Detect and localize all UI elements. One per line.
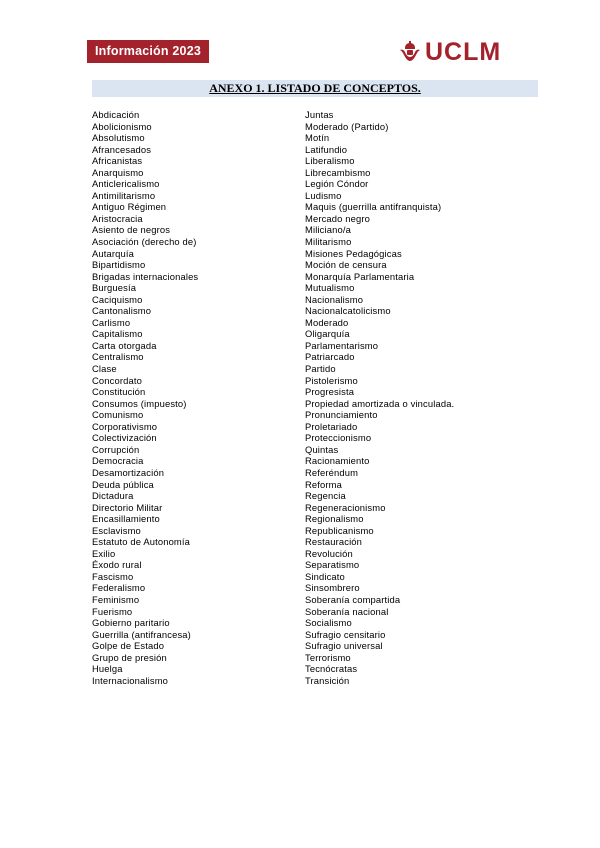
concept-item: Asiento de negros xyxy=(92,224,171,236)
concept-item: Anticlericalismo xyxy=(92,178,160,190)
concept-item: Feminismo xyxy=(92,593,140,605)
concept-item: Corporativismo xyxy=(92,420,158,432)
concept-item: Huelga xyxy=(92,663,123,675)
concept-item: Golpe de Estado xyxy=(92,640,165,652)
concept-item: Motín xyxy=(305,132,330,144)
concept-item: Latifundio xyxy=(305,143,348,155)
concept-item: Éxodo rural xyxy=(92,559,142,571)
concept-item: Esclavismo xyxy=(92,524,141,536)
concept-item: Africanistas xyxy=(92,155,143,167)
concept-item: Deuda pública xyxy=(92,478,154,490)
concept-item: Nacionalcatolicismo xyxy=(305,305,391,317)
concept-item: Maquis (guerrilla antifranquista) xyxy=(305,201,442,213)
uclm-logo xyxy=(398,38,501,66)
concept-item: Misiones Pedagógicas xyxy=(305,247,402,259)
concept-item: Regeneracionismo xyxy=(305,501,386,513)
concept-item: Carlismo xyxy=(92,316,131,328)
concept-item: Democracia xyxy=(92,455,144,467)
concept-item: Parlamentarismo xyxy=(305,339,379,351)
concept-item: Concordato xyxy=(92,374,142,386)
concept-item: Mercado negro xyxy=(305,212,371,224)
concept-item: Pronunciamiento xyxy=(305,409,378,421)
concept-item: Quintas xyxy=(305,443,339,455)
info-year-badge: Información 2023 xyxy=(87,40,209,63)
concept-item: Consumos (impuesto) xyxy=(92,397,187,409)
concept-item: Brigadas internacionales xyxy=(92,270,199,282)
concept-item: Juntas xyxy=(305,109,334,120)
concept-item: Antimilitarismo xyxy=(92,189,156,201)
concept-item: Terrorismo xyxy=(305,651,351,663)
concept-item: Constitución xyxy=(92,386,146,398)
concept-item: Encasillamiento xyxy=(92,513,160,525)
concept-item: Miliciano/a xyxy=(305,224,351,236)
concept-item: Guerrilla (antifrancesa) xyxy=(92,628,191,640)
concept-item: Partido xyxy=(305,363,336,375)
uclm-wordmark: UCLM xyxy=(425,38,502,66)
concept-item: Pistolerismo xyxy=(305,374,358,386)
concept-item: Monarquía Parlamentaria xyxy=(305,270,415,282)
concept-item: Separatismo xyxy=(305,559,360,571)
concept-item: Moderado xyxy=(305,316,349,328)
concept-item: Absolutismo xyxy=(92,132,145,144)
concept-item: Aristocracia xyxy=(92,212,143,224)
concept-item: Soberanía nacional xyxy=(305,605,389,617)
concept-item: Capitalismo xyxy=(92,328,143,340)
concept-item: Sufragio universal xyxy=(305,640,383,652)
concept-item: Proteccionismo xyxy=(305,432,372,444)
concept-item: Sufragio censitario xyxy=(305,628,386,640)
concept-item: Caciquismo xyxy=(92,293,143,305)
concept-item: Exilio xyxy=(92,547,116,559)
concept-item: Legión Cóndor xyxy=(305,178,369,190)
concept-item: Militarismo xyxy=(305,236,352,248)
concept-item: Comunismo xyxy=(92,409,144,421)
concept-item: Patriarcado xyxy=(305,351,355,363)
concept-item: Carta otorgada xyxy=(92,339,157,351)
concept-item: Moderado (Partido) xyxy=(305,120,389,132)
concept-item: Regencia xyxy=(305,490,346,502)
concept-item: Republicanismo xyxy=(305,524,374,536)
concept-item: Corrupción xyxy=(92,443,140,455)
concept-item: Moción de censura xyxy=(305,259,387,271)
concept-item: Estatuto de Autonomía xyxy=(92,536,191,548)
concept-item: Tecnócratas xyxy=(305,663,358,675)
concept-item: Restauración xyxy=(305,536,363,548)
concept-item: Gobierno paritario xyxy=(92,617,170,629)
concept-item: Sindicato xyxy=(305,570,345,582)
concept-item: Racionamiento xyxy=(305,455,370,467)
concept-item: Referéndum xyxy=(305,466,359,478)
concept-item: Grupo de presión xyxy=(92,651,167,663)
concept-item: Autarquía xyxy=(92,247,135,259)
annex-title: ANEXO 1. LISTADO DE CONCEPTOS. xyxy=(209,81,421,95)
concept-list-right xyxy=(305,109,454,686)
concept-item: Desamortización xyxy=(92,466,165,478)
concept-item: Internacionalismo xyxy=(92,674,169,686)
concept-item: Federalismo xyxy=(92,582,146,594)
concept-item: Mutualismo xyxy=(305,282,355,294)
concept-item: Fuerismo xyxy=(92,605,133,617)
annex-title-bar xyxy=(92,80,538,97)
concept-item: Abdicación xyxy=(92,109,140,120)
concept-list-left xyxy=(92,109,198,686)
concept-item: Reforma xyxy=(305,478,342,490)
concept-item: Afrancesados xyxy=(92,143,152,155)
uclm-crest-icon xyxy=(398,40,422,64)
concept-item: Cantonalismo xyxy=(92,305,152,317)
concept-item: Regionalismo xyxy=(305,513,364,525)
concept-item: Fascismo xyxy=(92,570,134,582)
concept-item: Ludismo xyxy=(305,189,342,201)
concept-item: Dictadura xyxy=(92,490,134,502)
concept-item: Bipartidismo xyxy=(92,259,146,271)
concept-item: Antiguo Régimen xyxy=(92,201,167,213)
concept-item: Oligarquía xyxy=(305,328,350,340)
concept-item: Revolución xyxy=(305,547,353,559)
concept-item: Directorio Militar xyxy=(92,501,163,513)
concept-item: Progresista xyxy=(305,386,355,398)
concept-item: Proletariado xyxy=(305,420,358,432)
concept-item: Anarquismo xyxy=(92,166,144,178)
concept-item: Burguesía xyxy=(92,282,137,294)
concept-item: Socialismo xyxy=(305,617,352,629)
concept-item: Clase xyxy=(92,363,117,375)
concept-item: Transición xyxy=(305,674,350,686)
concept-item: Soberanía compartida xyxy=(305,593,401,605)
concept-item: Librecambismo xyxy=(305,166,371,178)
concept-item: Propiedad amortizada o vinculada. xyxy=(305,397,455,409)
concept-item: Sinsombrero xyxy=(305,582,360,594)
concept-item: Liberalismo xyxy=(305,155,355,167)
concept-item: Colectivización xyxy=(92,432,157,444)
concept-item: Centralismo xyxy=(92,351,144,363)
concept-item: Nacionalismo xyxy=(305,293,364,305)
concept-item: Asociación (derecho de) xyxy=(92,236,197,248)
concept-item: Abolicionismo xyxy=(92,120,152,132)
